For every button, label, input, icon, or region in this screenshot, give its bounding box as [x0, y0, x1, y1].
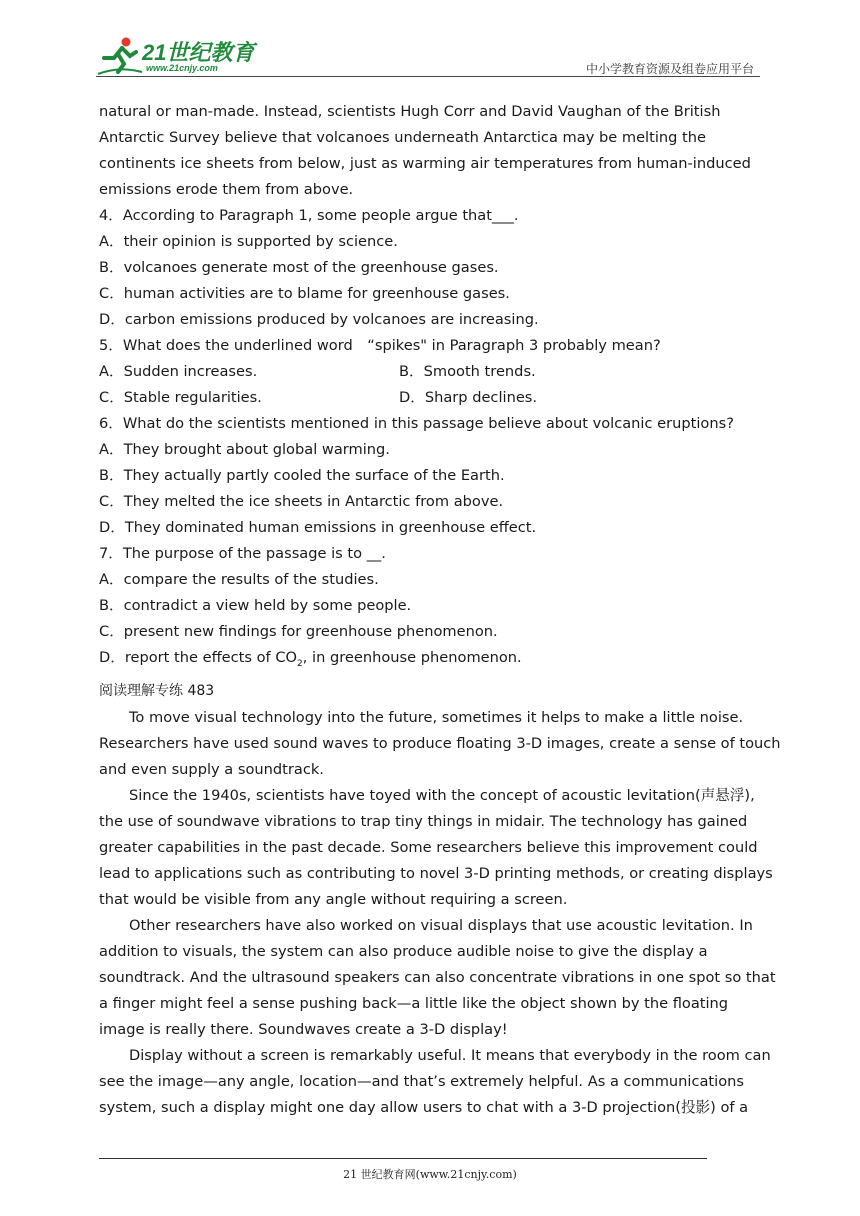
text-line: a finger might feel a sense pushing back—a little like the object shown by the floating	[99, 994, 729, 1012]
question-7-option-d: D．report the effects of $CO_2$, in greenhouse phenomenon.	[99, 649, 522, 669]
logo	[96, 34, 256, 76]
question-5-options-row-2	[99, 385, 763, 411]
text-line: lead to applications such as contributing to novel 3-D printing methods, or creating displays	[99, 864, 773, 882]
question-7-option-c: C．present new findings for greenhouse phenomenon.	[99, 623, 498, 640]
logo-url: www.21cnjy.com	[146, 63, 218, 73]
question-6-stem: 6．What do the scientists mentioned in this passage believe about volcanic eruptions?	[99, 415, 734, 432]
question-5-option-b: B．Smooth trends.	[399, 363, 536, 380]
page-header	[96, 30, 760, 78]
question-7-option-b: B．contradict a view held by some people.	[99, 597, 412, 614]
document-body	[99, 99, 781, 1121]
header-divider	[96, 76, 760, 77]
question-5-stem: 5．What does the underlined word “spikes" in Paragraph 3 probably mean?	[99, 337, 661, 354]
text-line: Other researchers have also worked on visual displays that use acoustic levitation. In	[129, 916, 753, 934]
question-6-option-b: B．They actually partly cooled the surface of the Earth.	[99, 467, 505, 484]
question-5-option-d: D．Sharp declines.	[399, 389, 538, 406]
question-6-option-d: D．They dominated human emissions in greenhouse effect.	[99, 519, 537, 536]
question-4-option-d: D．carbon emissions produced by volcanoes are increasing.	[99, 311, 539, 328]
section-title: 阅读理解专练 483	[99, 682, 215, 699]
paragraph	[99, 705, 781, 783]
paragraph	[99, 783, 773, 913]
question-6-option-c: C．They melted the ice sheets in Antarctic from above.	[99, 493, 504, 510]
footer-divider	[99, 1158, 707, 1159]
text-line: the use of soundwave vibrations to trap tiny things in midair. The technology has gained	[99, 812, 748, 830]
text-line: soundtrack. And the ultrasound speakers can also concentrate vibrations in one spot so that	[99, 968, 776, 986]
question-4-option-a: A．their opinion is supported by science.	[99, 233, 398, 250]
question-5-options-row-1	[99, 359, 763, 385]
question-5-option-a: A．Sudden increases.	[99, 363, 258, 380]
logo-text: 21世纪教育	[142, 40, 255, 65]
question-4-option-b: B．volcanoes generate most of the greenhouse gases.	[99, 259, 499, 276]
page-footer: 21 世纪教育网(www.21cnjy.com)	[343, 1168, 517, 1181]
text-line: Display without a screen is remarkably useful. It means that everybody in the room can	[129, 1046, 771, 1064]
question-7-option-a: A．compare the results of the studies.	[99, 571, 379, 588]
paragraph	[99, 913, 776, 1043]
text-line: system, such a display might one day allow users to chat with a 3-D projection(投影) of a	[99, 1098, 749, 1116]
text-line: that would be visible from any angle without requiring a screen.	[99, 890, 568, 908]
text-line: Researchers have used sound waves to produce floating 3-D images, create a sense of touch	[99, 734, 781, 752]
text-line: image is really there. Soundwaves create a 3-D display!	[99, 1020, 508, 1038]
question-7-stem: 7．The purpose of the passage is to __.	[99, 545, 386, 562]
text-line: see the image—any angle, location—and that’s extremely helpful. As a communications	[99, 1072, 744, 1090]
text-line: Antarctic Survey believe that volcanoes underneath Antarctica may be melting the	[99, 129, 706, 146]
text-line: addition to visuals, the system can also produce audible noise to give the display a	[99, 942, 708, 960]
text-line: Since the 1940s, scientists have toyed with the concept of acoustic levitation(声悬浮),	[129, 786, 755, 804]
text-line: continents ice sheets from below, just as warming air temperatures from human-induced	[99, 155, 751, 172]
question-6-option-a: A．They brought about global warming.	[99, 441, 390, 458]
text-line: emissions erode them from above.	[99, 181, 354, 198]
runner-logo-icon	[96, 36, 144, 76]
text-line: and even supply a soundtrack.	[99, 760, 324, 778]
question-5-option-c: C．Stable regularities.	[99, 389, 262, 406]
text-line: natural or man-made. Instead, scientists Hugh Corr and David Vaughan of the British	[99, 103, 721, 120]
question-4-stem: 4．According to Paragraph 1, some people argue that___.	[99, 207, 519, 224]
text-line: To move visual technology into the future, sometimes it helps to make a little noise.	[129, 708, 744, 726]
text-line: greater capabilities in the past decade. Some researchers believe this improvement could	[99, 838, 758, 856]
question-4-option-c: C．human activities are to blame for greenhouse gases.	[99, 285, 510, 302]
site-name: 中小学教育资源及组卷应用平台	[585, 62, 754, 76]
paragraph	[99, 1043, 771, 1121]
